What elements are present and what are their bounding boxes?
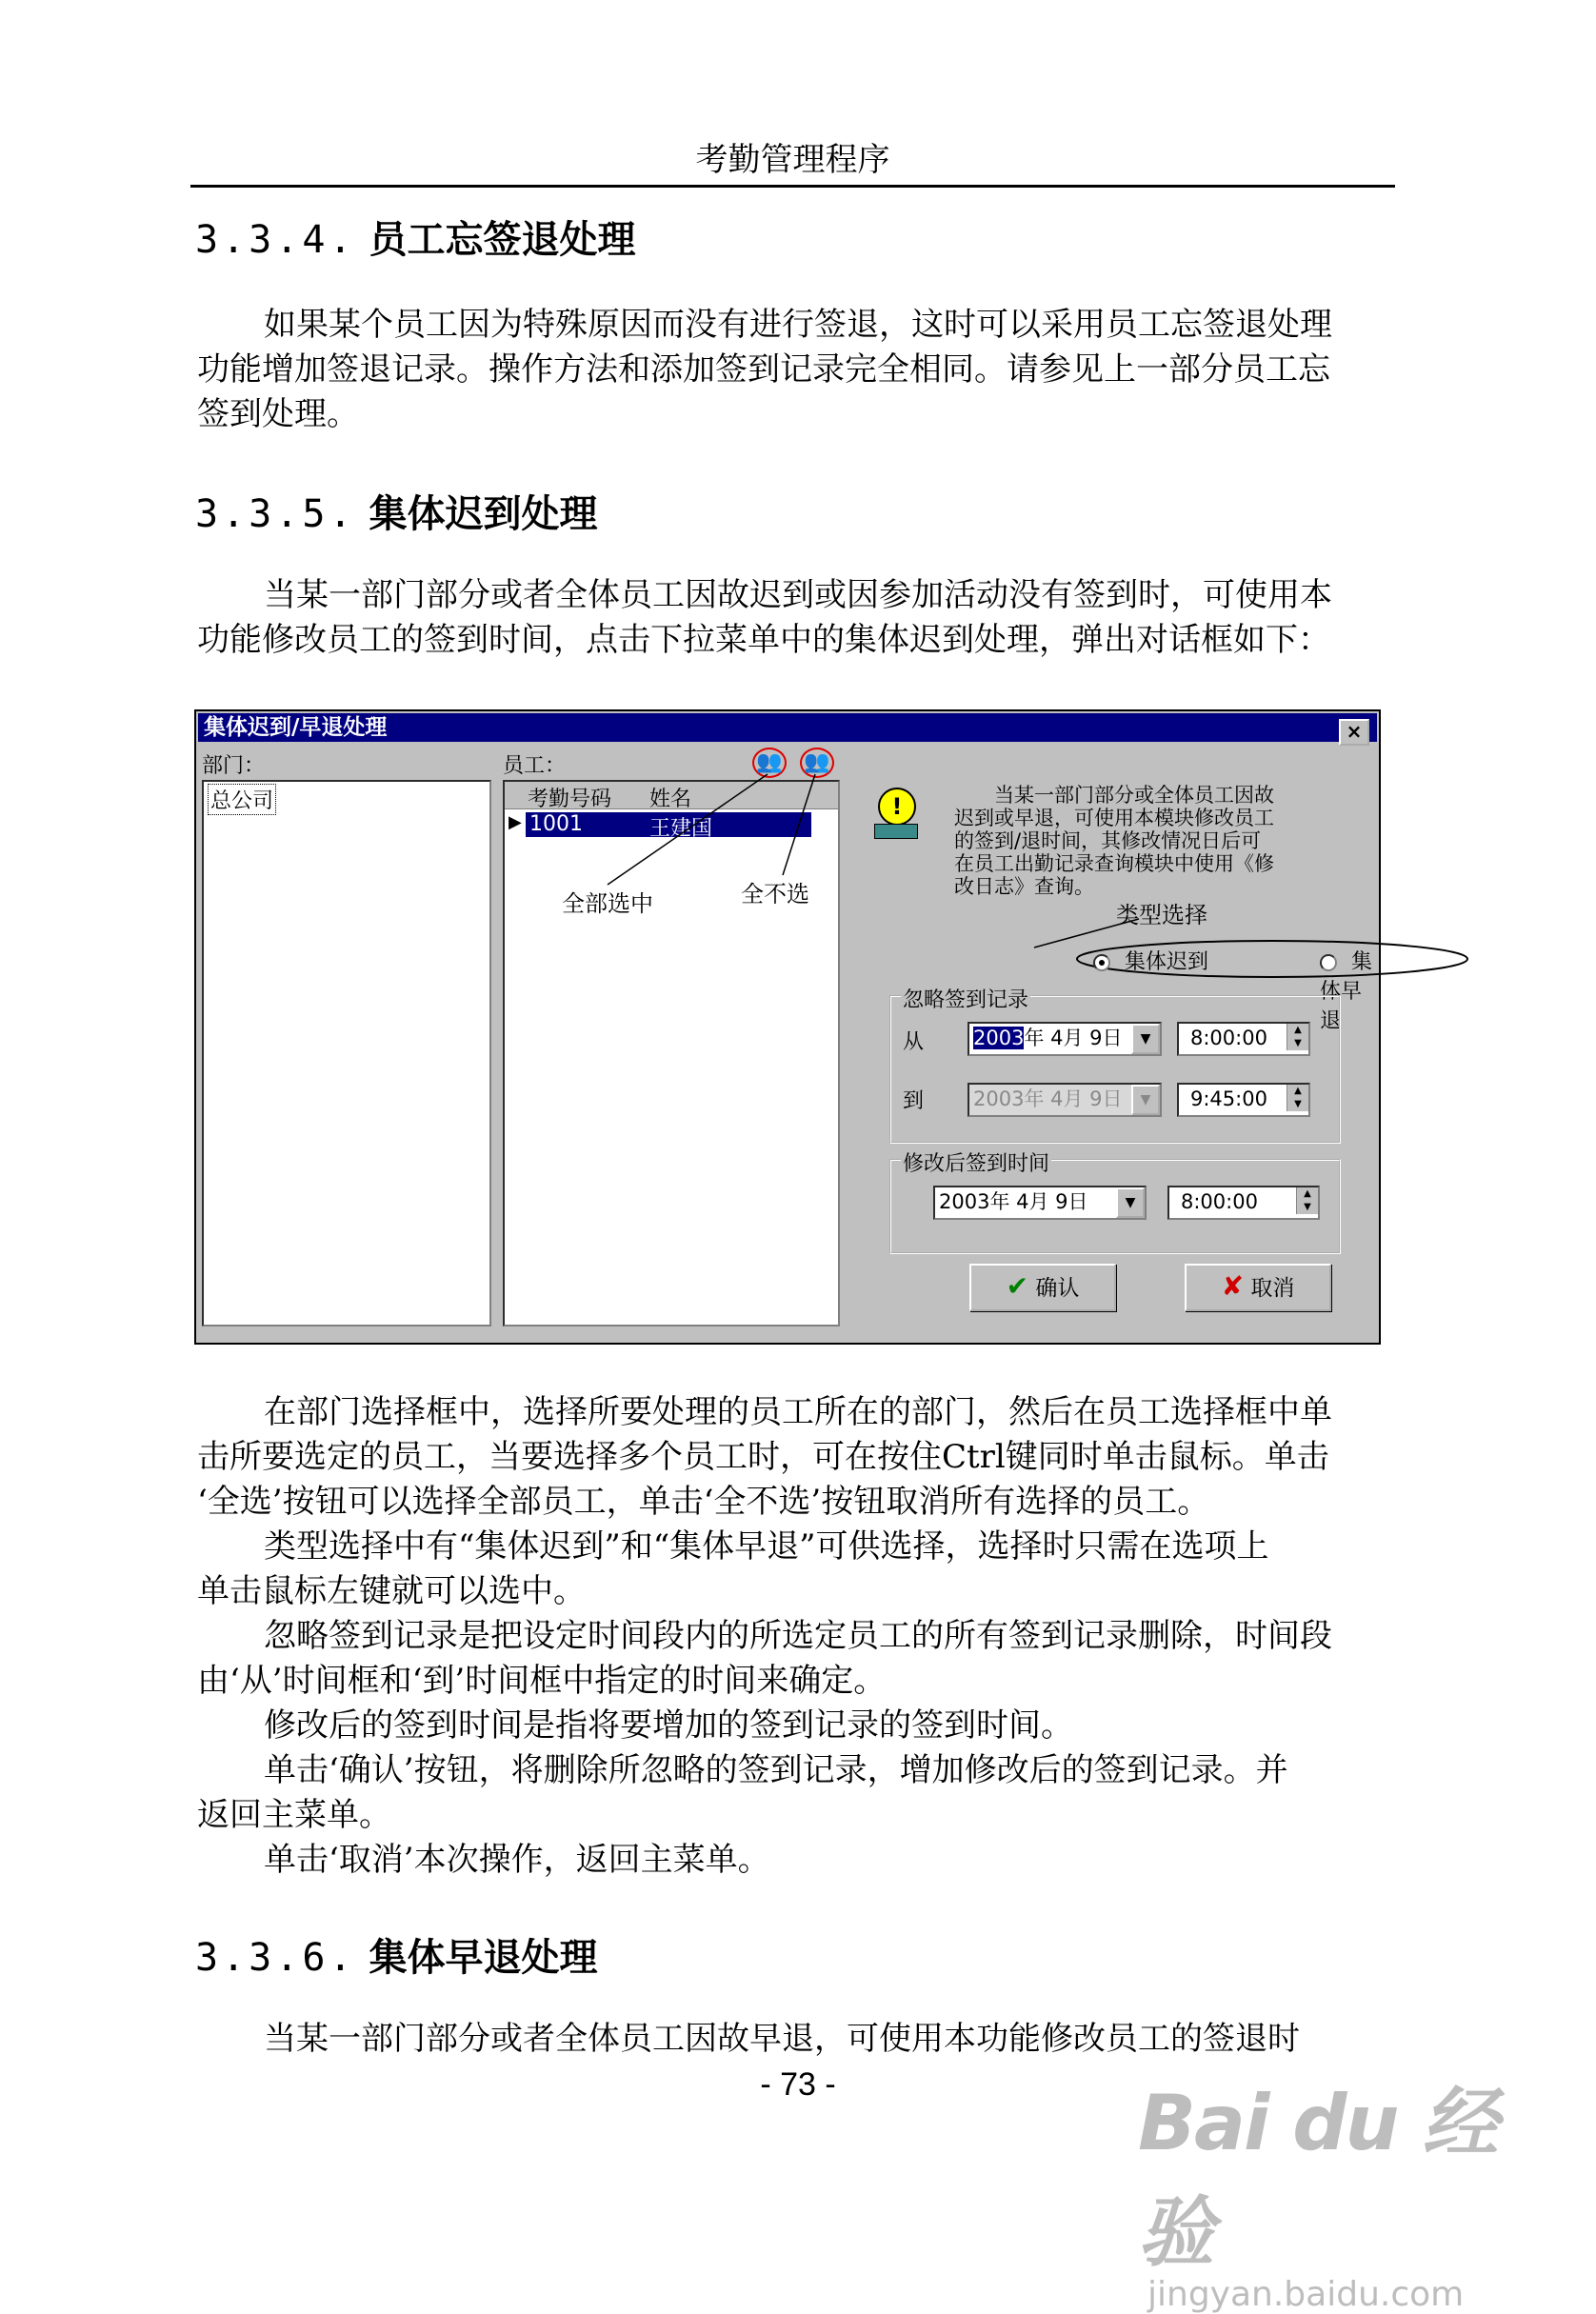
ignore-records-group [889,988,1341,1144]
to-time-spinner[interactable] [1177,1083,1310,1117]
radio-early-label: 集体早退 [1320,950,1373,1033]
text-line: ‘全选’按钮可以选择全部员工，单击‘全不选’按钮取消所有选择的员工。 [197,1483,1210,1521]
group-title: 修改后签到时间 [901,1147,1051,1177]
text-line: 修改后的签到时间是指将要增加的签到记录的签到时间。 [264,1706,1073,1745]
ok-button-label: 确认 [1035,1276,1080,1301]
group-title: 忽略签到记录 [901,984,1030,1013]
text-line: 返回主菜单。 [197,1796,391,1834]
close-button[interactable]: × [1339,719,1369,746]
text-line: 由‘从’时间框和‘到’时间框中指定的时间来确定。 [197,1662,887,1700]
section-title: 集体迟到处理 [369,492,598,536]
info-text: 当某一部门部分或全体员工因故迟到或早退，可使用本模块修改员工的签到/退时间，其修改情况日后可在员工出勤记录查询模块中使用《修改日志》查询。 [954,784,1274,898]
select-none-annotation: 全不选 [741,881,809,908]
from-time-spinner[interactable] [1177,1022,1310,1056]
to-time-value: 9:45:00 [1190,1087,1267,1110]
spin-arrows-icon[interactable]: ▲ ▼ [1296,1187,1318,1214]
text-line: 签到处理。 [197,395,359,433]
from-date-rest: 年 4月 9日 [1024,1027,1123,1049]
type-select-annotation: 类型选择 [1116,902,1207,928]
row-pointer-icon: ▶ [509,812,522,832]
text-line: 击所要选定的员工，当要选择多个员工时，可在按住Ctrl键同时单击鼠标。单击 [197,1438,1329,1476]
to-label: 到 [903,1089,925,1113]
spin-arrows-icon[interactable]: ▲ ▼ [1287,1085,1308,1111]
to-date-value: 2003年 4月 9日 [973,1087,1123,1110]
info-stack-icon [874,824,918,839]
modified-time-value: 8:00:00 [1181,1190,1258,1213]
radio-late[interactable] [1093,946,1208,975]
to-date-picker[interactable] [968,1083,1162,1117]
chevron-down-icon[interactable]: ▼ [1116,1187,1145,1218]
text-line: 功能增加签退记录。操作方法和添加签到记录完全相同。请参见上一部分员工忘 [197,350,1330,389]
watermark-url: jingyan.baidu.com [1147,2275,1465,2314]
employee-label: 员工： [503,754,567,778]
check-icon: ✔ [1006,1270,1029,1302]
section-heading-3-3-6 [195,1927,598,1982]
text-line: 类型选择中有“集体迟到”和“集体早退”可供选择，选择时只需在选项上 [264,1527,1269,1566]
text-line: 功能修改员工的签到时间，点击下拉菜单中的集体迟到处理，弹出对话框如下： [197,621,1330,659]
ok-button[interactable] [969,1264,1116,1311]
section-number: 3.3.4. [195,218,356,262]
from-time-value: 8:00:00 [1190,1027,1267,1049]
text-line: 单击‘取消’本次操作，返回主菜单。 [264,1841,770,1879]
from-date-year: 2003 [973,1027,1025,1049]
text-line: 忽略签到记录是把设定时间段内的所选定员工的所有签到记录删除，时间段 [264,1617,1332,1655]
select-all-icon[interactable]: 👥 [752,748,787,778]
x-icon: ✘ [1221,1270,1245,1302]
radio-unchecked-icon [1320,954,1337,971]
text-line: 当某一部门部分或者全体员工因故迟到或因参加活动没有签到时，可使用本 [264,576,1332,614]
header-rule [190,185,1395,188]
row-name: 王建国 [649,817,713,841]
chevron-down-icon[interactable]: ▼ [1131,1024,1160,1054]
section-title: 集体早退处理 [369,1936,598,1980]
section-number: 3.3.6. [195,1936,356,1980]
paragraph-3-3-4 [197,303,1395,437]
paragraph-after-dialog [197,1390,1395,1883]
select-none-icon[interactable]: 👥 [800,748,834,778]
modified-date-picker[interactable] [933,1186,1147,1220]
dept-label: 部门： [202,754,266,778]
paragraph-3-3-5 [197,573,1395,663]
text-line: 如果某个员工因为特殊原因而没有进行签退，这时可以采用员工忘签退处理 [264,306,1332,344]
page-number: - 73 - [760,2066,836,2103]
chevron-down-icon[interactable]: ▼ [1131,1085,1160,1115]
radio-checked-icon [1093,954,1110,971]
section-title: 员工忘签退处理 [369,218,636,262]
dialog-title: 集体迟到/早退处理 [204,715,388,740]
select-all-annotation: 全部选中 [562,890,653,917]
section-heading-3-3-4 [195,209,636,264]
row-id: 1001 [529,812,583,836]
watermark-logo: Bai du 经验 [1138,2079,1497,2277]
batch-late-dialog [194,709,1381,1345]
column-header-id[interactable]: 考勤号码 [528,788,612,811]
text-line: 单击‘确认’按钮，将删除所忽略的签到记录，增加修改后的签到记录。并 [264,1751,1288,1789]
text-line: 在部门选择框中，选择所要处理的员工所在的部门，然后在员工选择框中单 [264,1393,1332,1431]
cancel-button-label: 取消 [1250,1276,1295,1301]
paragraph-3-3-6 [197,2017,1395,2062]
from-date-picker[interactable] [968,1022,1162,1056]
running-header: 考勤管理程序 [695,141,890,179]
text-line: 单击鼠标左键就可以选中。 [197,1572,586,1610]
column-header-name[interactable]: 姓名 [649,788,692,811]
baidu-watermark [1138,2062,1519,2314]
cancel-button[interactable] [1185,1264,1331,1311]
modified-time-spinner[interactable] [1167,1186,1320,1220]
from-label: 从 [903,1030,925,1054]
modified-date-value: 2003年 4月 9日 [939,1190,1088,1213]
dept-item[interactable]: 总公司 [208,784,276,815]
section-number: 3.3.5. [195,492,356,536]
text-line: 当某一部门部分或者全体员工因故早退，可使用本功能修改员工的签退时 [264,2020,1300,2058]
section-heading-3-3-5 [195,484,598,538]
modified-time-group [889,1152,1341,1254]
spin-arrows-icon[interactable]: ▲ ▼ [1287,1024,1308,1050]
radio-late-label: 集体迟到 [1125,950,1209,974]
info-icon: ! [878,788,916,826]
